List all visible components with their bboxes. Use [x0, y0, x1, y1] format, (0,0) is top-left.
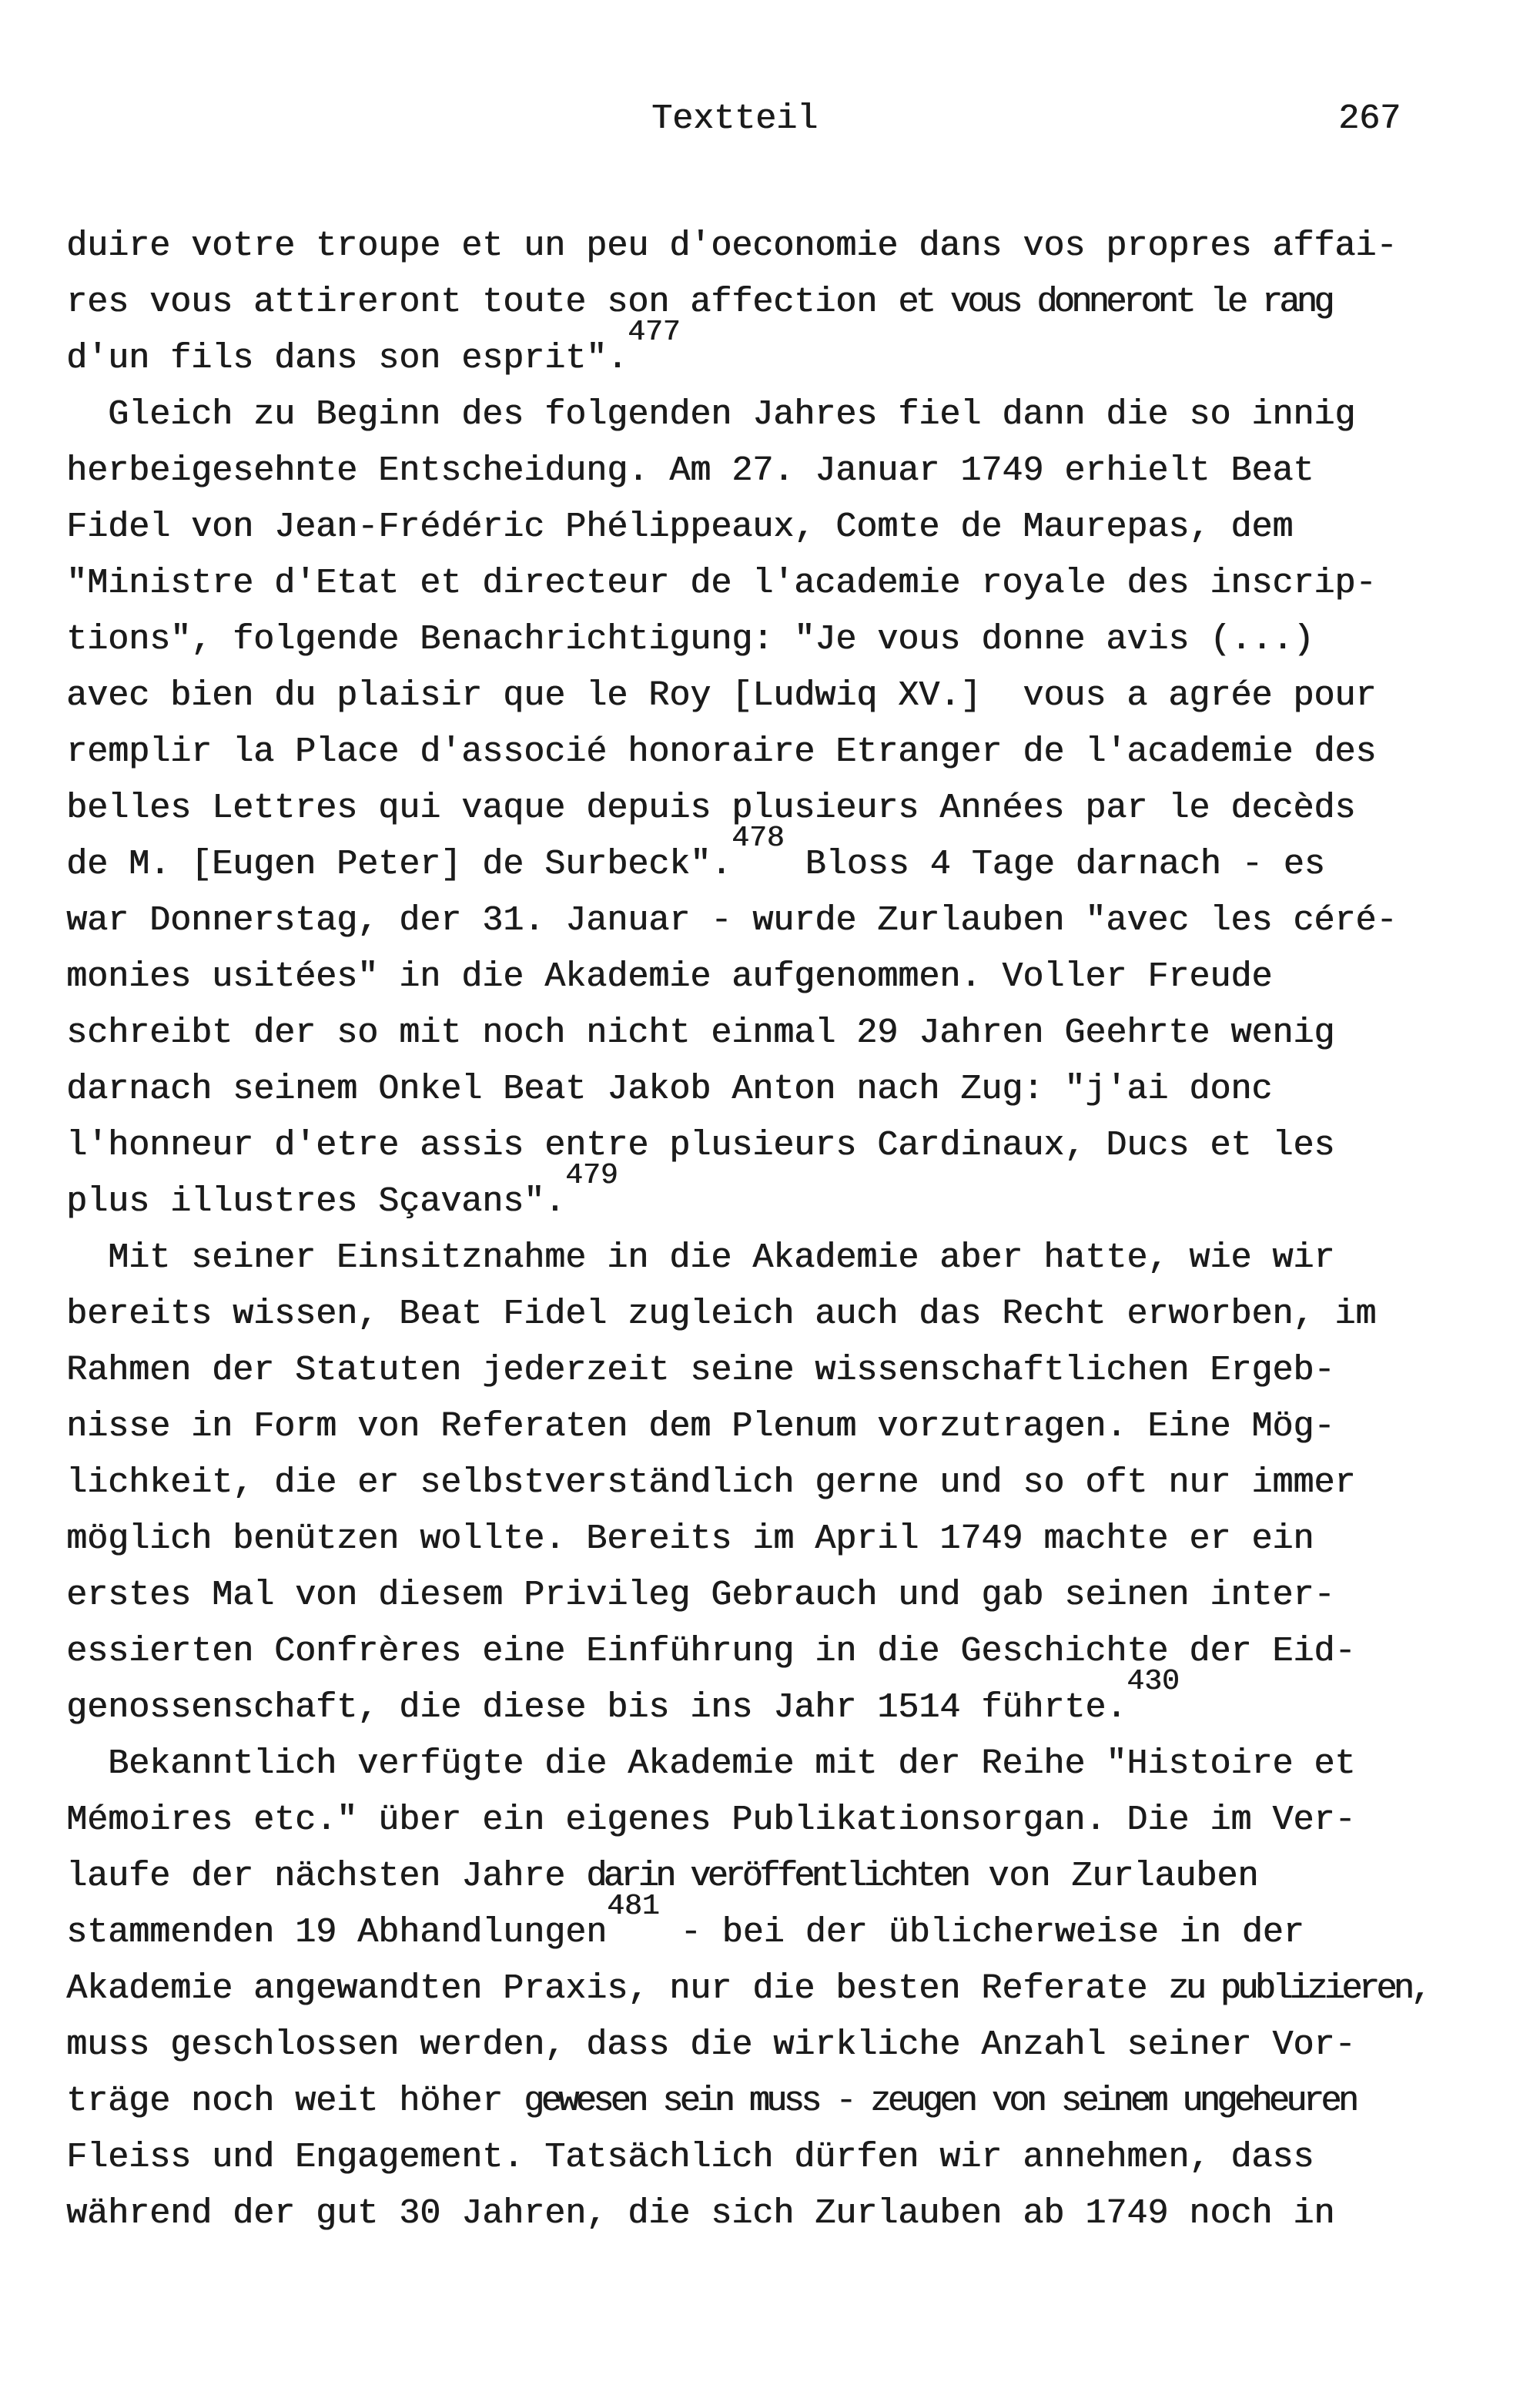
text-line	[66, 499, 1428, 555]
text-segment: duire votre troupe et un peu d'oeconomie dans vos propres affai-	[66, 226, 1398, 266]
text-line	[66, 668, 1428, 724]
text-segment: genossenschaft, die diese bis ins Jahr 1514 führte.	[66, 1688, 1127, 1727]
text-segment: Gleich zu Beginn des folgenden Jahres fiel dann die so innig	[66, 395, 1356, 434]
text-line	[66, 1117, 1428, 1174]
text-segment: Fidel von Jean-Frédéric Phélippeaux, Comte de Maurepas, dem	[66, 507, 1294, 547]
text-line	[66, 1623, 1428, 1680]
text-segment: Bloss 4 Tage darnach - es	[784, 845, 1325, 884]
text-segment: Mémoires etc." über ein eigenes Publikationsorgan. Die im Ver-	[66, 1800, 1356, 1840]
text-line	[66, 611, 1428, 668]
footnote-ref: 430	[1127, 1665, 1180, 1698]
text-segment: stammenden 19 Abhandlungen	[66, 1913, 608, 1952]
footnote-ref: 481	[607, 1890, 660, 1923]
text-line	[66, 2129, 1428, 2186]
text-line	[66, 387, 1428, 443]
text-segment: darnach seinem Onkel Beat Jakob Anton nach Zug: "j'ai donc	[66, 1070, 1273, 1109]
footnote-ref: 479	[565, 1159, 618, 1192]
text-segment-condensed: gewesen sein muss - zeugen von seinem ungeheuren	[524, 2082, 1356, 2121]
text-segment: war Donnerstag, der 31. Januar - wurde Zurlauben "avec les céré-	[66, 901, 1398, 940]
text-segment: essierten Confrères eine Einführung in die Geschichte der Eid-	[66, 1632, 1356, 1671]
text-segment: plus illustres Sçavans".	[66, 1182, 566, 1221]
text-segment: Mit seiner Einsitznahme in die Akademie aber hatte, wie wir	[66, 1238, 1335, 1278]
text-segment: monies usitées" in die Akademie aufgenommen. Voller Freude	[66, 957, 1273, 997]
text-segment: avec bien du plaisir que le Roy [Ludwiq XV.] vous a agrée pour	[66, 676, 1377, 715]
text-segment: schreibt der so mit noch nicht einmal 29 Jahren Geehrte wenig	[66, 1013, 1335, 1053]
text-line	[66, 1961, 1428, 2017]
text-segment: Bekanntlich verfügte die Akademie mit der Reihe "Histoire et	[66, 1744, 1356, 1784]
text-segment: tions", folgende Benachrichtigung: "Je vous donne avis (...)	[66, 620, 1314, 659]
text-line	[66, 1665, 1428, 1736]
text-segment: muss geschlossen werden, dass die wirkliche Anzahl seiner Vor-	[66, 2025, 1356, 2065]
text-body	[66, 218, 1428, 2242]
text-segment: erstes Mal von diesem Privileg Gebrauch und gab seinen inter-	[66, 1576, 1335, 1615]
text-line	[66, 1736, 1428, 1792]
text-line	[66, 2017, 1428, 2073]
text-line	[66, 1286, 1428, 1342]
footnote-ref: 478	[732, 822, 785, 855]
text-line	[66, 1890, 1428, 1961]
page-number: 267	[1338, 99, 1401, 139]
text-line	[66, 316, 1428, 387]
text-line	[66, 893, 1428, 949]
text-segment: herbeigesehnte Entscheidung. Am 27. Januar 1749 erhielt Beat	[66, 451, 1314, 491]
text-segment-condensed: zu publizieren,	[1168, 1969, 1428, 2008]
text-line	[66, 1061, 1428, 1117]
text-segment: Rahmen der Statuten jederzeit seine wissenschaftlichen Ergeb-	[66, 1351, 1335, 1390]
text-line	[66, 1511, 1428, 1567]
footnote-ref: 477	[628, 316, 681, 349]
text-line	[66, 949, 1428, 1005]
text-segment-condensed: et vous donneront le rang	[898, 283, 1331, 322]
text-segment: d'un fils dans son esprit".	[66, 339, 628, 378]
text-segment: möglich benützen wollte. Bereits im April 1749 machte er ein	[66, 1519, 1314, 1559]
text-segment: res vous attireront toute son affection	[66, 283, 899, 322]
text-segment: remplir la Place d'associé honoraire Etranger de l'academie des	[66, 732, 1377, 772]
text-segment: bereits wissen, Beat Fidel zugleich auch das Recht erworben, im	[66, 1295, 1377, 1334]
text-segment: "Ministre d'Etat et directeur de l'academie royale des inscrip-	[66, 564, 1377, 603]
text-line	[66, 1848, 1428, 1904]
text-line	[66, 555, 1428, 611]
text-segment: de M. [Eugen Peter] de Surbeck".	[66, 845, 732, 884]
text-segment: Akademie angewandten Praxis, nur die besten Referate	[66, 1969, 1169, 2008]
text-line	[66, 274, 1428, 330]
text-segment: laufe der nächsten Jahre	[66, 1857, 587, 1896]
text-segment-condensed: darin veröffentlichten	[586, 1857, 968, 1896]
text-line	[66, 1230, 1428, 1286]
text-line	[66, 1792, 1428, 1848]
text-segment: träge noch weit höher	[66, 2082, 524, 2121]
text-segment: während der gut 30 Jahren, die sich Zurlauben ab 1749 noch in	[66, 2194, 1335, 2233]
text-line	[66, 1005, 1428, 1061]
text-segment: lichkeit, die er selbstverständlich gerne und so oft nur immer	[66, 1463, 1356, 1502]
text-segment: l'honneur d'etre assis entre plusieurs Cardinaux, Ducs et les	[66, 1126, 1335, 1165]
text-line	[66, 218, 1428, 274]
text-line	[66, 724, 1428, 780]
text-line	[66, 443, 1428, 499]
text-line	[66, 1159, 1428, 1230]
text-line	[66, 2186, 1428, 2242]
text-line	[66, 822, 1428, 893]
text-line	[66, 2073, 1428, 2129]
text-line	[66, 1567, 1428, 1623]
text-segment: Fleiss und Engagement. Tatsächlich dürfen wir annehmen, dass	[66, 2138, 1314, 2177]
text-line	[66, 1342, 1428, 1398]
text-segment: - bei der üblicherweise in der	[659, 1913, 1304, 1952]
text-line	[66, 1398, 1428, 1455]
text-segment: nisse in Form von Referaten dem Plenum vorzutragen. Eine Mög-	[66, 1407, 1335, 1446]
running-title: Textteil	[651, 99, 819, 139]
text-line	[66, 1455, 1428, 1511]
text-segment: von Zurlauben	[967, 1857, 1259, 1896]
text-segment: belles Lettres qui vaque depuis plusieurs Années par le decèds	[66, 789, 1356, 828]
